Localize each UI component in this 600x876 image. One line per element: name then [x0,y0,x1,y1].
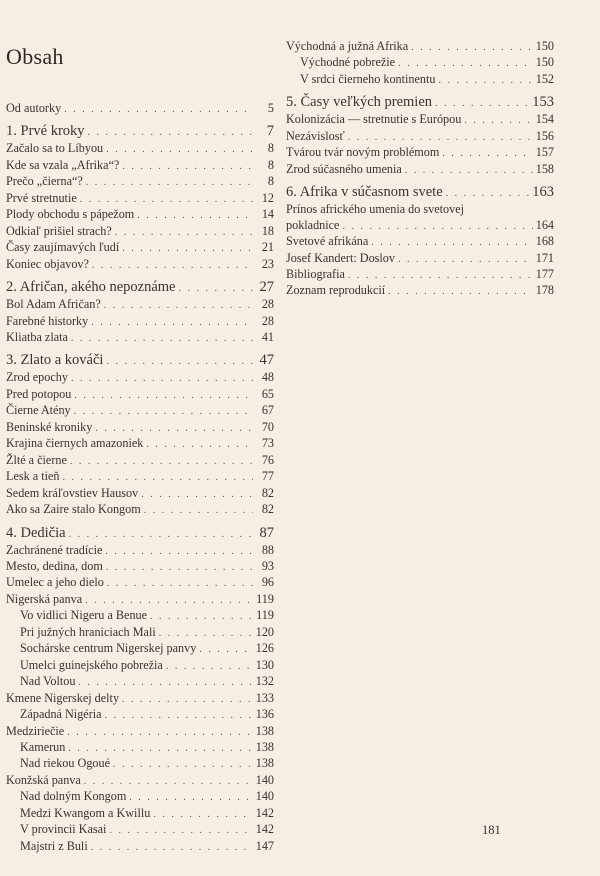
dot-leader [71,371,253,386]
toc-entry-page: 82 [261,502,274,517]
toc-entry-title: Mesto, dedina, dom [6,558,103,573]
dot-leader [62,470,253,485]
toc-entry-page: 150 [535,55,554,70]
toc-entry [6,625,274,641]
toc-entry [6,740,274,756]
toc-entry-title: Sochárske centrum Nigerskej panvy [20,641,197,656]
dot-leader [159,626,253,641]
dot-leader [86,175,253,190]
toc-entry-page: 168 [535,234,554,249]
dot-leader [150,609,253,624]
toc-entry-page: 28 [261,297,274,312]
dot-leader [371,235,532,250]
toc-entry-title: Koniec objavov? [6,256,89,271]
toc-entry-title: Konžská panva [6,772,81,787]
toc-entry-title: 4. Dedičia [6,524,66,541]
toc-entry [6,839,274,855]
toc-entry-title: Nezávislosť [286,128,345,143]
toc-entry-page: 138 [255,739,274,754]
toc-entry [6,789,274,805]
toc-entry [6,224,274,240]
toc-entry-page: 138 [255,756,274,771]
toc-entry [6,543,274,559]
toc-entry-page: 150 [535,39,554,53]
toc-entry-page: 96 [261,575,274,590]
toc-entry-title: Začalo sa to Líbyou [6,141,104,156]
toc-entry-title: Kliatba zlata [6,329,68,344]
dot-leader [106,142,253,157]
toc-entry-title: Východná a južná Afrika [286,39,409,53]
dot-leader [85,593,253,608]
toc-entry-title: Umelec a jeho dielo [6,575,104,590]
toc-entry-title: Nad riekou Ogoué [20,756,111,771]
dot-leader [122,241,253,256]
dot-leader [80,192,253,207]
toc-right-column [286,39,554,300]
toc-entry-title: Kde sa vzala „Afrika“? [6,157,120,172]
dot-leader [179,280,254,297]
toc-entry [6,486,274,502]
toc-entry-title: Zrod súčasného umenia [286,161,402,176]
toc-section-heading [6,279,274,297]
toc-entry-page: 178 [535,283,554,298]
toc-entry-title: Medziriečie [6,723,65,738]
toc-entry-title: Prínos afrického umenia do svetovej [286,202,465,217]
toc-entry-page: 7 [266,123,274,140]
dot-leader [122,159,253,174]
dot-leader [104,298,253,313]
toc-entry [286,72,554,88]
toc-entry [6,240,274,256]
toc-entry-page: 164 [535,217,554,232]
toc-entry [6,387,274,403]
toc-entry [286,112,554,128]
dot-leader [91,315,253,330]
dot-leader [69,526,253,543]
toc-entry [6,641,274,657]
toc-entry-page: 136 [255,707,274,722]
dot-leader [105,544,253,559]
dot-leader [388,284,533,299]
toc-entry [6,207,274,223]
toc-entry [6,370,274,386]
toc-entry-page: 8 [267,141,274,156]
dot-leader [74,388,253,403]
toc-entry-title: Nad dolným Kongom [20,789,127,804]
toc-entry [6,101,274,117]
toc-entry-page: 82 [261,485,274,500]
dot-leader [92,258,253,273]
page-number: 181 [482,823,501,837]
toc-entry-page: 70 [261,419,274,434]
toc-entry-page: 14 [261,207,274,222]
toc-entry [286,283,554,299]
dot-leader [411,40,533,55]
dot-leader [95,421,253,436]
toc-entry-page: 142 [255,805,274,820]
toc-entry-title: 1. Prvé kroky [6,123,85,140]
dot-leader [435,95,529,112]
dot-leader [464,113,532,128]
toc-entry-title: Farebné historky [6,313,89,328]
toc-entry-page: 28 [261,313,274,328]
toc-entry-page: 8 [267,174,274,189]
toc-entry-page: 47 [259,352,274,369]
toc-left-column [6,101,274,855]
toc-entry [6,257,274,273]
toc-entry-page: 177 [535,266,554,281]
toc-entry-page: 140 [255,789,274,804]
toc-entry [6,469,274,485]
dot-leader [398,56,533,71]
toc-entry [286,162,554,178]
toc-entry-title: Časy zaujímavých ľudí [6,240,120,255]
dot-leader [141,487,253,502]
dot-leader [105,708,253,723]
toc-entry [6,420,274,436]
toc-entry-title: Od autorky [6,101,62,115]
toc-entry-page: 41 [261,329,274,344]
dot-leader [64,102,253,117]
toc-entry-title: Žlté a čierne [6,452,67,467]
dot-leader [398,252,533,267]
toc-entry [6,674,274,690]
dot-leader [442,146,532,161]
toc-entry [6,773,274,789]
toc-entry-page: 67 [261,403,274,418]
toc-entry-title: Nigerská panva [6,591,83,606]
dot-leader [88,124,253,141]
toc-entry [6,403,274,419]
toc-entry-title: Sedem kráľovstiev Hausov [6,485,139,500]
toc-entry [6,158,274,174]
dot-leader [67,725,253,740]
toc-entry [6,297,274,313]
dot-leader [91,840,253,855]
toc-entry-page: 27 [259,279,274,296]
toc-entry-title: Zrod epochy [6,370,68,385]
toc-entry-page: 171 [535,250,554,265]
toc-entry [6,314,274,330]
toc-entry [286,129,554,145]
toc-entry-page: 88 [261,542,274,557]
toc-entry [286,39,554,55]
toc-entry-title: Medzi Kwangom a Kwillu [20,805,151,820]
dot-leader [115,225,253,240]
toc-entry-page: 18 [261,223,274,238]
toc-entry-page: 5 [267,101,274,115]
dot-leader [405,163,533,178]
toc-section-heading [286,184,554,202]
dot-leader [129,790,252,805]
toc-entry [6,658,274,674]
toc-entry-title: 3. Zlato a kováči [6,352,104,369]
toc-entry [286,234,554,250]
toc-entry-title: Lesk a tieň [6,469,60,484]
toc-section-heading [286,94,554,112]
toc-entry [6,724,274,740]
toc-entry-title: Kmene Nigerskej delty [6,690,120,705]
toc-entry-title: Plody obchodu s pápežom [6,207,135,222]
dot-leader [74,404,253,419]
toc-entry-page: 126 [255,641,274,656]
dot-leader [146,437,253,452]
toc-entry [6,174,274,190]
toc-entry-page: 163 [532,184,554,201]
toc-entry-title: 2. Afričan, akého nepoznáme [6,279,176,296]
toc-entry-title: Beninské kroniky [6,419,93,434]
toc-entry [6,191,274,207]
toc-entry-page: 76 [261,452,274,467]
toc-entry-title: V srdci čierneho kontinentu [300,71,436,86]
toc-entry-page: 153 [532,94,554,111]
toc-entry [6,707,274,723]
dot-leader [122,692,253,707]
toc-entry [6,436,274,452]
toc-entry-page: 140 [255,772,274,787]
dot-leader [106,560,253,575]
toc-entry [286,202,554,217]
toc-entry-page: 130 [255,657,274,672]
toc-entry-title: Bibliografia [286,266,345,281]
toc-entry-page: 73 [261,436,274,451]
toc-entry-title: Svetové afrikána [286,234,369,249]
toc-entry-page: 21 [261,240,274,255]
dot-leader [166,659,253,674]
toc-entry-title: V provincii Kasai [20,822,107,837]
toc-entry [6,141,274,157]
toc-entry [286,251,554,267]
toc-entry-page: 154 [535,112,554,127]
dot-leader [84,774,253,789]
toc-entry-title: Krajina čiernych amazoniek [6,436,144,451]
toc-entry-page: 158 [535,161,554,176]
toc-entry-title: Tvárou tvár novým problémom [286,145,440,160]
toc-entry-title: Zoznam reprodukcií [286,283,386,298]
toc-entry-title: Josef Kandert: Doslov [286,250,395,265]
dot-leader [68,741,252,756]
page-title: Obsah [6,44,64,69]
toc-entry-page: 157 [535,145,554,160]
toc-entry-title: Západná Nigéria [20,707,102,722]
dot-leader [153,807,252,822]
toc-entry-title: Nad Voltou [20,674,76,689]
toc-entry [6,756,274,772]
dot-leader [144,503,253,518]
dot-leader [78,675,252,690]
toc-entry-title: Čierne Atény [6,403,71,418]
toc-entry-title: Bol Adam Afričan? [6,297,101,312]
dot-leader [199,642,252,657]
toc-entry-page: 23 [261,256,274,271]
dot-leader [446,185,530,202]
toc-entry-page: 120 [255,624,274,639]
dot-leader [342,219,532,234]
toc-entry [6,502,274,518]
toc-entry [286,55,554,71]
toc-entry-title: pokladnice [286,217,340,232]
toc-entry-title: Kamerun [20,739,66,754]
toc-entry-title: Pri južných hraniciach Mali [20,624,156,639]
toc-entry-title: Východné pobrežie [300,55,396,70]
toc-entry [6,592,274,608]
toc-entry-title: Prečo „čierna“? [6,174,83,189]
dot-leader [70,454,253,469]
toc-entry-page: 132 [255,674,274,689]
toc-entry [6,453,274,469]
dot-leader [439,73,533,88]
toc-entry-title: Majstri z Buli [20,838,88,853]
toc-entry-title: Vo vidlici Nigeru a Benue [20,608,148,623]
toc-entry-title: Prvé stretnutie [6,190,77,205]
toc-entry [6,822,274,838]
toc-entry-title: 5. Časy veľkých premien [286,94,433,111]
toc-entry [6,691,274,707]
dot-leader [109,823,252,838]
toc-entry-page: 119 [256,591,274,606]
dot-leader [107,576,253,591]
toc-entry-page: 77 [261,469,274,484]
toc-entry-title: Kolonizácia — stretnutie s Európou [286,112,462,127]
toc-entry-page: 156 [535,128,554,143]
toc-entry-page: 93 [261,558,274,573]
toc-entry [286,145,554,161]
toc-entry-page: 65 [261,386,274,401]
toc-entry-page: 12 [261,190,274,205]
toc-entry-title: Pred potopou [6,386,72,401]
toc-entry-page: 133 [255,690,274,705]
toc-entry-title: Odkiaľ prišiel strach? [6,223,112,238]
toc-entry-title: Ako sa Zaire stalo Kongom [6,502,141,517]
dot-leader [71,331,253,346]
dot-leader [106,353,253,370]
toc-entry-title: 6. Afrika v súčasnom svete [286,184,443,201]
toc-entry-page: 87 [259,524,274,541]
toc-entry-page: 152 [535,71,554,86]
toc-section-heading [6,352,274,370]
toc-section-heading [6,123,274,141]
dot-leader [348,268,533,283]
toc-entry [6,330,274,346]
toc-section-heading [6,525,274,543]
toc-entry [6,559,274,575]
toc-entry-title: Zachránené tradície [6,542,103,557]
dot-leader [348,130,533,145]
toc-entry [286,218,554,234]
toc-entry [6,575,274,591]
dot-leader [137,208,253,223]
toc-entry [286,267,554,283]
toc-entry-page: 142 [255,822,274,837]
toc-entry [6,608,274,624]
toc-entry-page: 8 [267,157,274,172]
toc-entry-title: Umelci guinejského pobrežia [20,657,163,672]
toc-entry [6,806,274,822]
toc-entry-page: 119 [256,608,274,623]
toc-entry-page: 138 [255,723,274,738]
toc-entry-page: 48 [261,370,274,385]
toc-entry-page: 147 [255,838,274,853]
dot-leader [113,757,253,772]
